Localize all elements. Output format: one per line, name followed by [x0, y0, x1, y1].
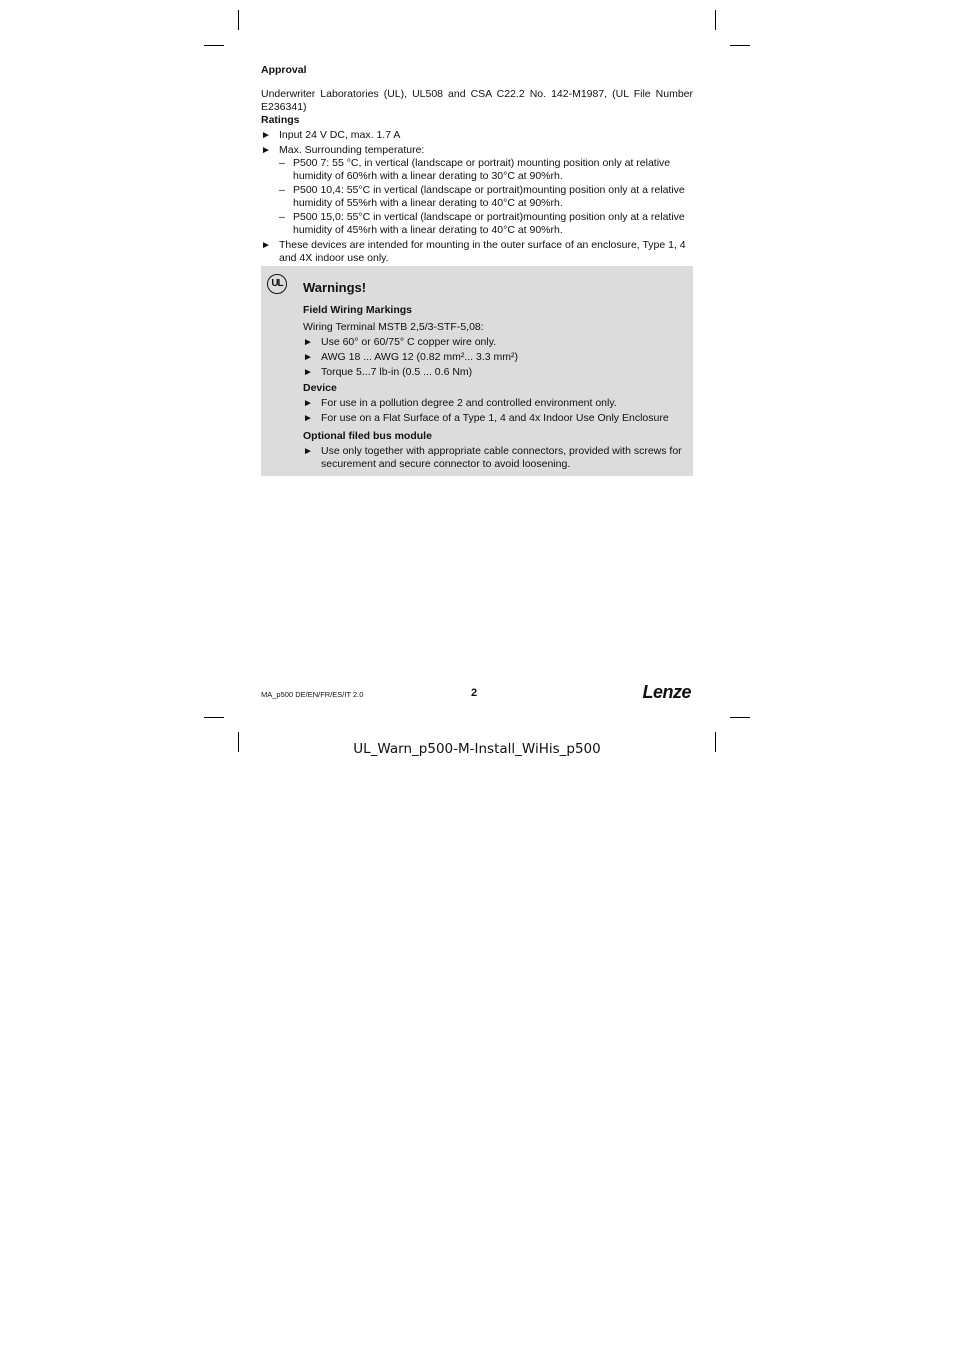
list-item: ► Input 24 V DC, max. 1.7 A	[261, 129, 693, 142]
ratings-list	[261, 129, 693, 265]
list-item: ► These devices are intended for mounting in the outer surface of an enclosure, Type 1, 4 and 4X indoor use only.	[261, 239, 693, 265]
page-number: 2	[471, 687, 478, 699]
list-item: ► Use only together with appropriate cable connectors, provided with screws for securement and secure connector to avoid loosening.	[303, 445, 687, 471]
list-item: ► Use 60° or 60/75° C copper wire only.	[303, 336, 687, 349]
approval-heading: Approval	[261, 64, 307, 76]
list-item: ► Torque 5...7 lb-in (0.5 ... 0.6 Nm)	[303, 366, 687, 379]
device-heading: Device	[303, 382, 337, 394]
crop-mark	[204, 717, 224, 718]
field-wiring-heading: Field Wiring Markings	[303, 304, 412, 316]
terminal-text: Wiring Terminal MSTB 2,5/3-STF-5,08:	[303, 321, 484, 333]
list-item: – P500 10,4: 55°C in vertical (landscape or portrait)mounting position only at a relative humidity of 55%rh with a linear derating to 40°C at 90%rh.	[279, 184, 693, 210]
crop-mark	[204, 45, 224, 46]
list-item: ► For use in a pollution degree 2 and controlled environment only.	[303, 397, 687, 410]
bus-module-list	[303, 445, 687, 471]
file-name: UL_Warn_p500-M-Install_WiHis_p500	[353, 741, 601, 757]
approval-text: Underwriter Laboratories (UL), UL508 and CSA C22.2 No. 142-M1987, (UL File Number E236341)	[261, 88, 693, 113]
list-item: – P500 7: 55 °C, in vertical (landscape or portrait) mounting position only at relative humidity of 60%rh with a linear derating to 30°C at 90%rh.	[279, 157, 693, 183]
ul-logo: UL	[267, 274, 287, 294]
field-wiring-list	[303, 336, 687, 379]
main-content	[261, 64, 693, 267]
crop-mark	[238, 10, 239, 30]
ratings-heading: Ratings	[261, 114, 300, 126]
bus-module-heading: Optional filed bus module	[303, 430, 432, 442]
list-item: ► For use on a Flat Surface of a Type 1, 4 and 4x Indoor Use Only Enclosure	[303, 412, 687, 425]
device-list	[303, 397, 687, 425]
list-item: ► Max. Surrounding temperature: – P500 7: 55 °C, in vertical (landscape or portrait) mounting position only at relative humidity of 60%rh with a linear derating to 30°C at 90%rh. – P500 10,4: 55°C in vertical (landscape or portrait)mounting position only at a relative humidity of 55%rh with a linear derating to 40°C at 90%rh. – P500 15,0: 55°C in vertical (landscape or portrait)mounting position only at a relative humidity of 45%rh with a linear derating to 40°C at 90%rh.	[261, 144, 693, 237]
temperature-list	[279, 157, 693, 237]
crop-mark	[715, 10, 716, 30]
lenze-logo: Lenze	[642, 682, 691, 702]
list-item: ► AWG 18 ... AWG 12 (0.82 mm²... 3.3 mm²)	[303, 351, 687, 364]
crop-mark	[730, 45, 750, 46]
crop-mark	[730, 717, 750, 718]
page-footer	[261, 682, 693, 706]
document-id: MA_p500 DE/EN/FR/ES/IT 2.0	[261, 690, 364, 699]
warnings-box	[261, 266, 693, 476]
list-item: – P500 15,0: 55°C in vertical (landscape or portrait)mounting position only at a relative humidity of 45%rh with a linear derating to 40°C at 90%rh.	[279, 211, 693, 237]
warnings-title: Warnings!	[303, 280, 367, 295]
